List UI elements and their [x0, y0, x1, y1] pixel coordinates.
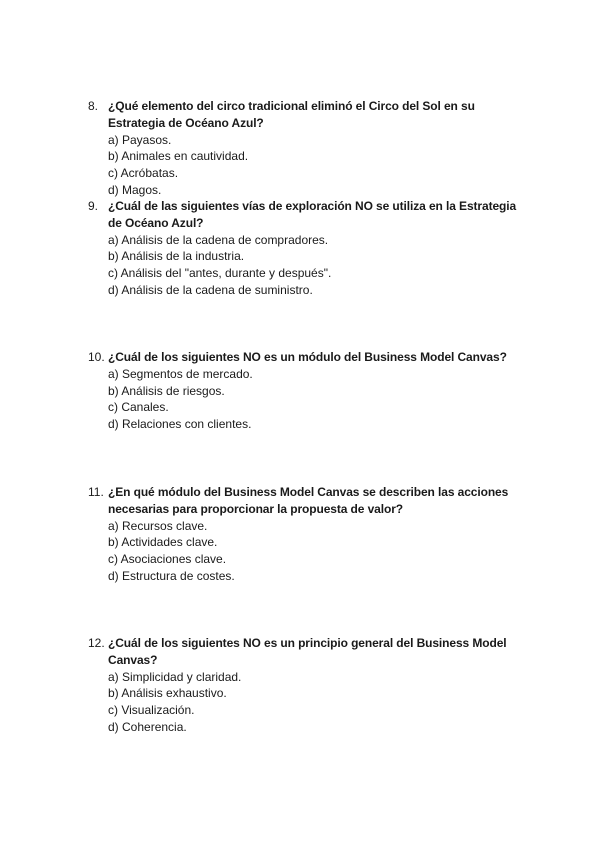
option-c: c) Visualización.: [108, 703, 195, 718]
question-text: ¿Cuál de los siguientes NO es un principio general del Business Model Canvas?: [108, 636, 507, 667]
option-a: a) Análisis de la cadena de compradores.: [108, 232, 329, 247]
option-b: b) Análisis exhaustivo.: [108, 686, 227, 701]
option-c: c) Asociaciones clave.: [108, 552, 227, 567]
question-text: ¿Cuál de los siguientes NO es un módulo del Business Model Canvas?: [108, 350, 507, 364]
question-text: ¿Qué elemento del circo tradicional eliminó el Circo del Sol en su Estrategia de Océano Azul?: [108, 99, 475, 130]
option-a: a) Simplicidad y claridad.: [108, 669, 242, 684]
option-b: b) Análisis de riesgos.: [108, 383, 225, 398]
option-b: b) Análisis de la industria.: [108, 249, 245, 264]
question-9: [88, 198, 528, 299]
options-list: [108, 669, 528, 736]
options-list: [108, 366, 528, 433]
options-list: [108, 518, 528, 585]
option-a: a) Recursos clave.: [108, 518, 208, 533]
option-c: c) Canales.: [108, 400, 169, 415]
option-c: c) Análisis del "antes, durante y después".: [108, 266, 332, 281]
option-d: d) Magos.: [108, 182, 162, 197]
question-number: 11.: [88, 485, 104, 499]
option-d: d) Coherencia.: [108, 719, 187, 734]
question-text: ¿Cuál de las siguientes vías de exploración NO se utiliza en la Estrategia de Océano Azul?: [108, 199, 517, 230]
option-a: a) Segmentos de mercado.: [108, 366, 253, 381]
question-text: ¿En qué módulo del Business Model Canvas se describen las acciones necesarias para proporcionar la propuesta de valor?: [108, 485, 509, 516]
option-b: b) Animales en cautividad.: [108, 149, 249, 164]
option-d: d) Análisis de la cadena de suministro.: [108, 282, 313, 297]
question-8: [88, 98, 528, 199]
option-d: d) Estructura de costes.: [108, 568, 235, 583]
question-11: [88, 484, 528, 585]
option-c: c) Acróbatas.: [108, 166, 179, 181]
options-list: [108, 132, 528, 199]
question-10: [88, 349, 528, 433]
question-number: 10.: [88, 350, 105, 364]
question-number: 8.: [88, 99, 99, 113]
question-number: 9.: [88, 199, 99, 213]
options-list: [108, 232, 528, 299]
question-number: 12.: [88, 636, 105, 650]
option-a: a) Payasos.: [108, 132, 172, 147]
question-12: [88, 635, 528, 736]
option-b: b) Actividades clave.: [108, 535, 218, 550]
option-d: d) Relaciones con clientes.: [108, 417, 252, 432]
